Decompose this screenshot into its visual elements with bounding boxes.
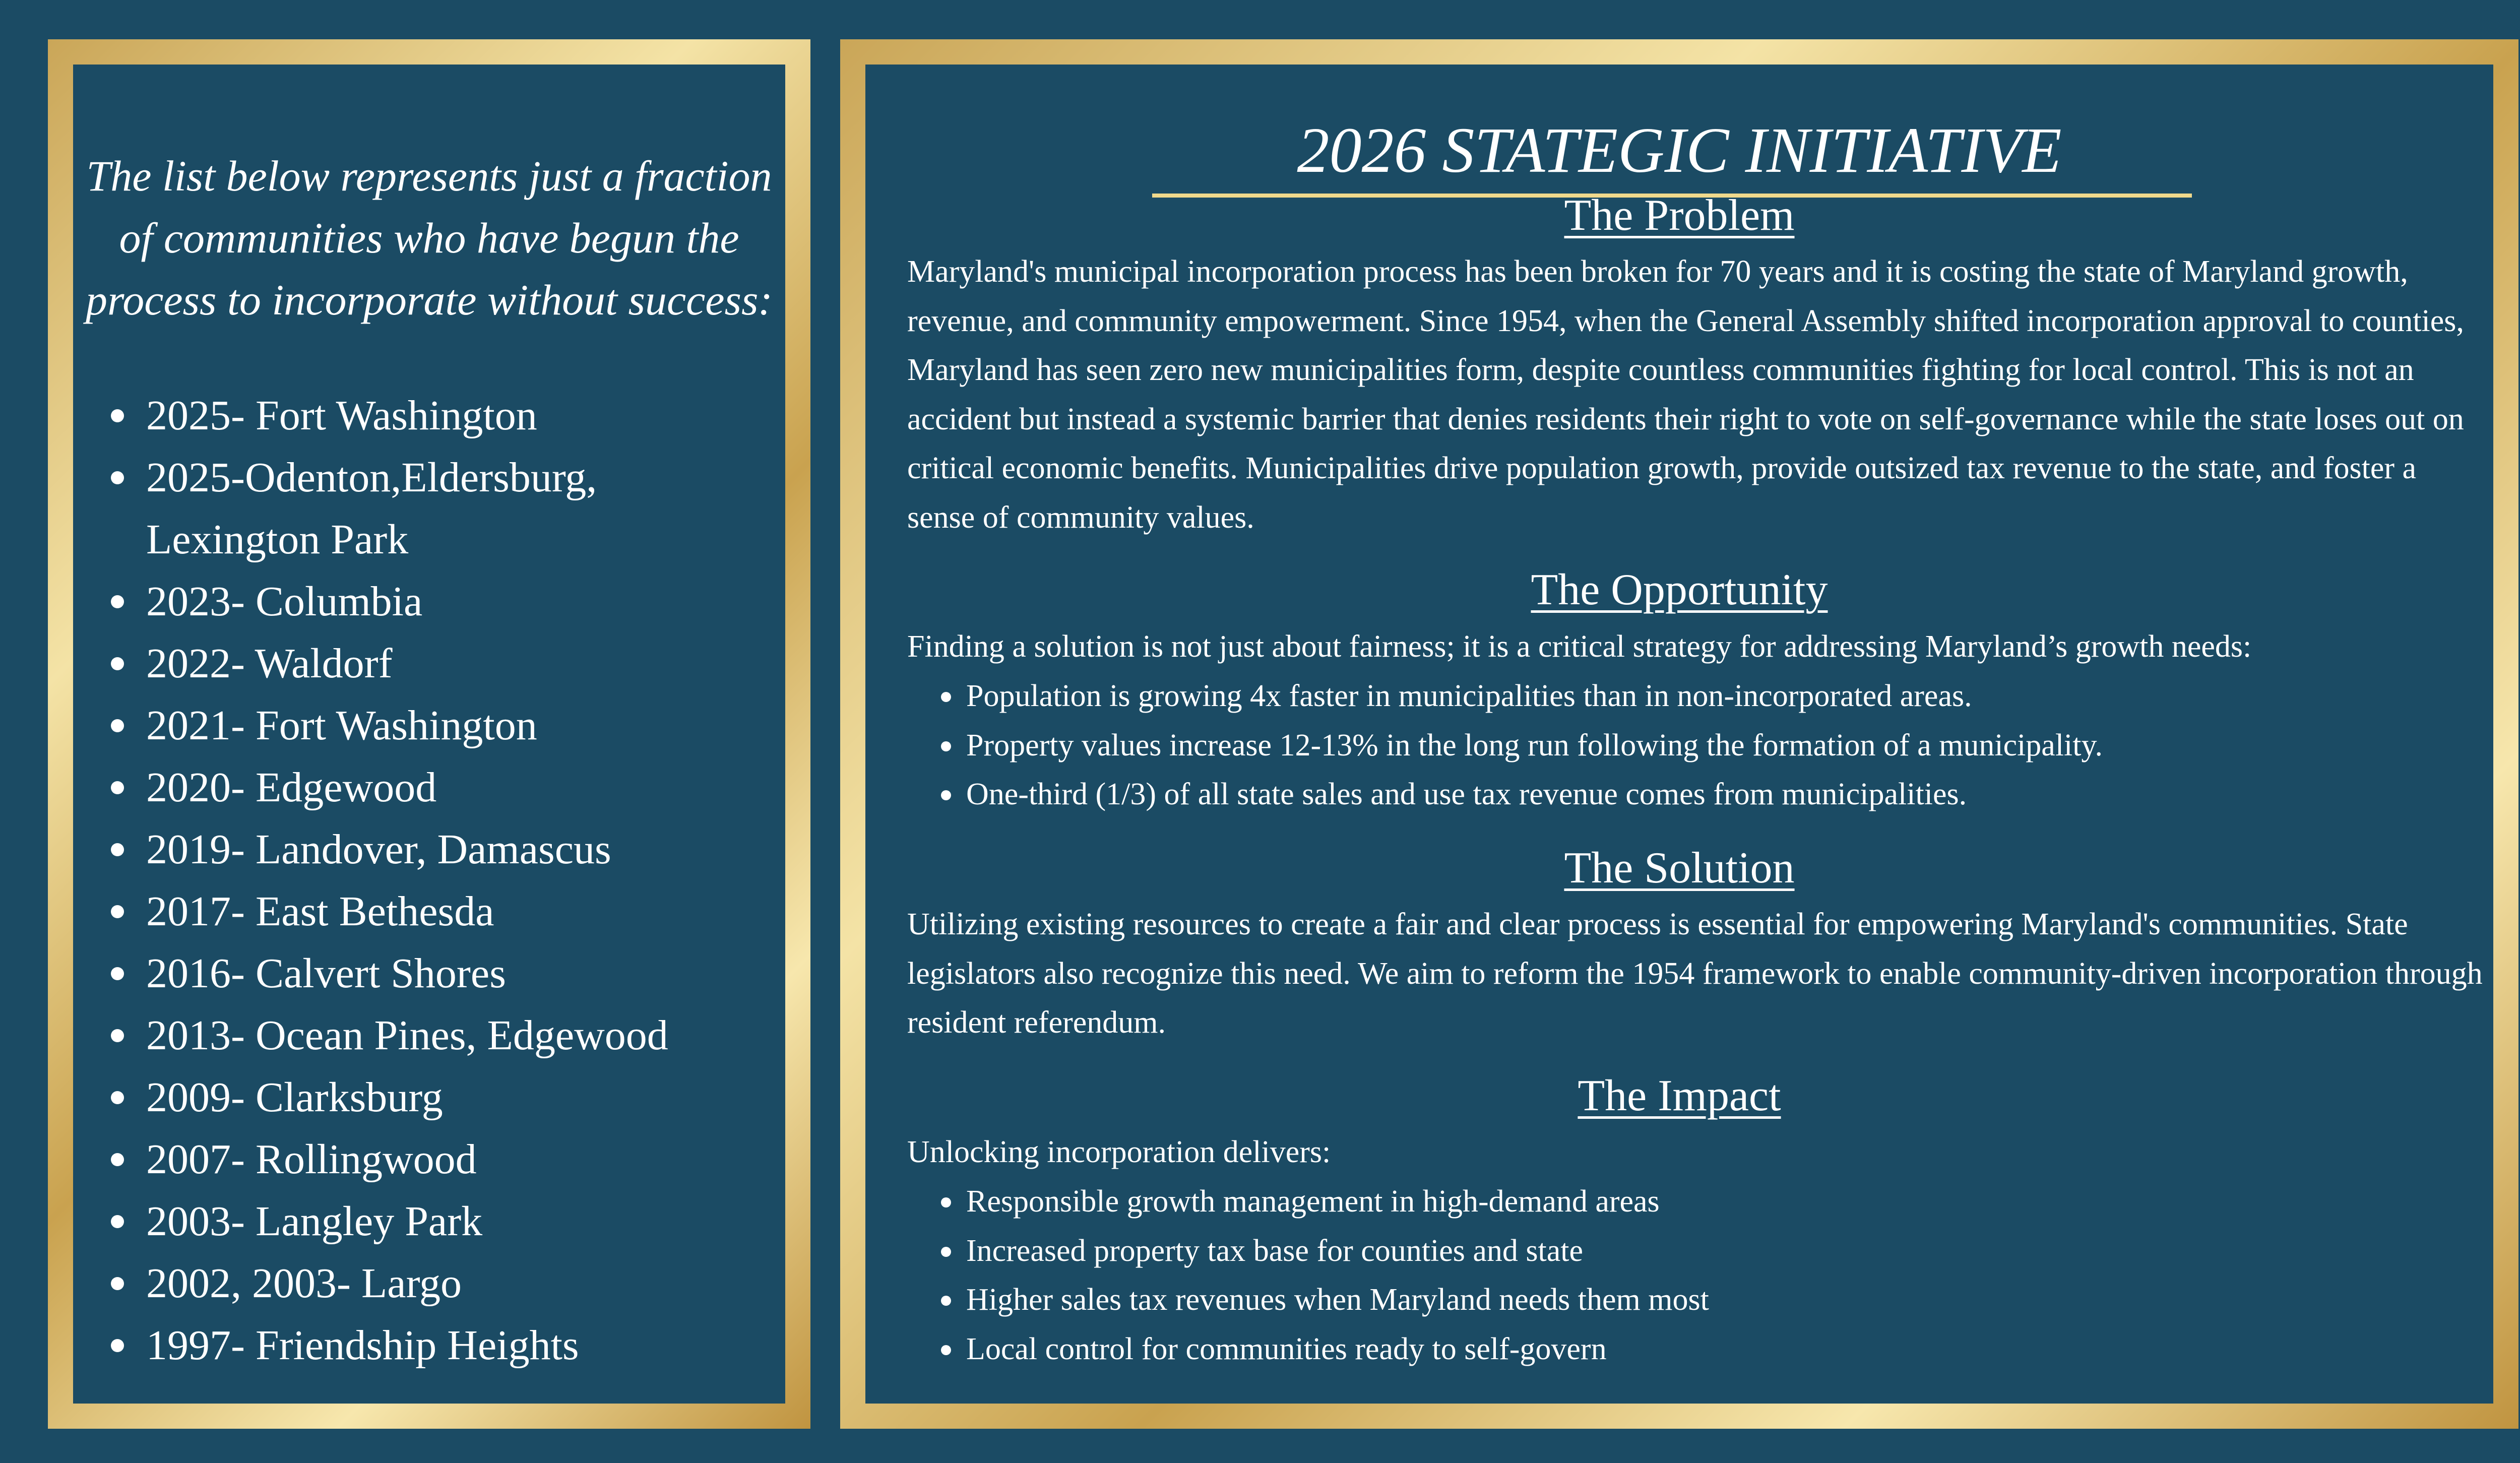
solution-text: Utilizing existing resources to create a fair and clear process is essential for empowering Maryland's communities. State legislators also recognize this need. We aim to reform the 1954 framework to enable community-driven incorporation through resident referendum. xyxy=(907,907,2483,1040)
impact-heading: The Impact xyxy=(1578,1071,1781,1120)
list-item: 2021- Fort Washington xyxy=(146,694,765,756)
opportunity-heading: The Opportunity xyxy=(1531,565,1828,614)
impact-intro: Unlocking incorporation delivers: xyxy=(907,1135,1331,1169)
list-item: One-third (1/3) of all state sales and use tax revenue comes from municipalities. xyxy=(966,770,2486,819)
left-panel xyxy=(73,65,785,1404)
solution-heading: The Solution xyxy=(1564,844,1795,893)
list-item: Property values increase 12-13% in the long run following the formation of a municipality. xyxy=(966,721,2486,771)
problem-text: Maryland's municipal incorporation process has been broken for 70 years and it is costing the state of Maryland growth, revenue, and community empowerment. Since 1954, when the General Assembly shifted incorporation approval to counties, Maryland has seen zero new municipalities form, despite countless communities fighting for local control. This is not an accident but instead a systemic barrier that denies residents their right to vote on self-governance while the state loses out on critical economic benefits. Municipalities drive population growth, provide outsized tax revenue to the state, and foster a sense of community values. xyxy=(907,255,2464,535)
incorporation-attempts-list xyxy=(146,385,765,1376)
list-item: 2007- Rollingwood xyxy=(146,1128,765,1190)
page-title: 2026 STATEGIC INITIATIVE xyxy=(1297,114,2062,186)
left-panel-intro: The list below represents just a fraction of communities who have begun the process to incorporate without success: xyxy=(85,152,773,324)
list-item: 2022- Waldorf xyxy=(146,632,765,694)
right-panel-frame xyxy=(840,39,2518,1429)
impact-list xyxy=(966,1177,2486,1374)
list-item: 2009- Clarksburg xyxy=(146,1066,765,1128)
list-item: Responsible growth management in high-demand areas xyxy=(966,1177,2486,1227)
left-panel-frame xyxy=(48,39,810,1429)
list-item: 1997- Friendship Heights xyxy=(146,1314,765,1376)
list-item: Population is growing 4x faster in municipalities than in non-incorporated areas. xyxy=(966,672,2486,721)
opportunity-list xyxy=(966,672,2486,819)
problem-heading: The Problem xyxy=(1564,191,1795,240)
list-item: Higher sales tax revenues when Maryland needs them most xyxy=(966,1276,2486,1325)
list-item: 2020- Edgewood xyxy=(146,756,765,818)
list-item: 2016- Calvert Shores xyxy=(146,942,765,1004)
opportunity-intro: Finding a solution is not just about fairness; it is a critical strategy for addressing Maryland’s growth needs: xyxy=(907,629,2252,664)
list-item: Increased property tax base for counties and state xyxy=(966,1227,2486,1276)
right-panel xyxy=(865,65,2493,1404)
list-item: 2025-Odenton,Eldersburg, Lexington Park xyxy=(146,447,765,570)
list-item: 2002, 2003- Largo xyxy=(146,1252,765,1314)
list-item: 2003- Langley Park xyxy=(146,1190,765,1252)
list-item: 2017- East Bethesda xyxy=(146,880,765,942)
list-item: 2019- Landover, Damascus xyxy=(146,818,765,880)
list-item: 2013- Ocean Pines, Edgewood xyxy=(146,1004,765,1066)
list-item: 2023- Columbia xyxy=(146,570,765,632)
list-item: Local control for communities ready to self-govern xyxy=(966,1325,2486,1374)
list-item: 2025- Fort Washington xyxy=(146,385,765,447)
